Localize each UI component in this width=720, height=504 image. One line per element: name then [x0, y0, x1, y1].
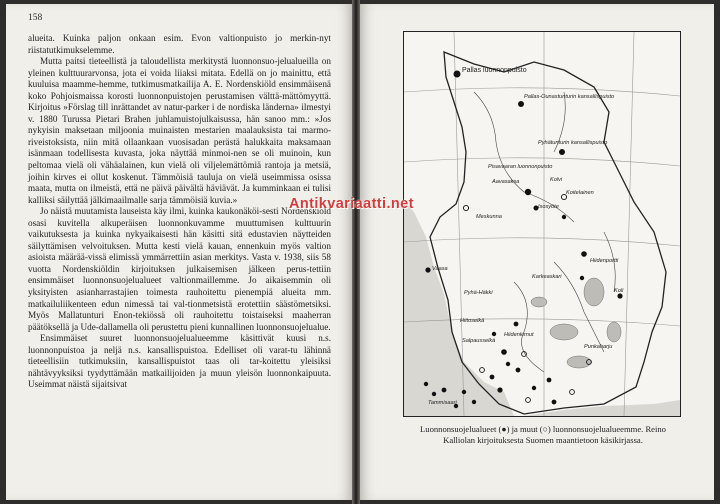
map-label: Isosyöte [538, 204, 559, 210]
map-label: Punkaharju [584, 344, 613, 350]
map-label: Aavasaksa [492, 179, 520, 185]
map-caption: Luonnonsuojelualueet (●) ja muut (○) luonnonsuojelualueemme. Reino Kalliolan kirjoituksesta Suomen maantietoon käsikirjassa. [420, 424, 666, 445]
map-label: Vaasa [432, 266, 448, 272]
map-drawing [404, 32, 680, 416]
map-label: Pallas luonnonpuisto [462, 67, 527, 74]
map-label: Kolvi [550, 177, 563, 183]
map-label: Hiidenkirnut [504, 332, 534, 338]
paragraph: alueita. Kuinka paljon onkaan esim. Evon valtionpuisto jo merkin-nyt riistatutkimukselemme. [28, 33, 331, 55]
page-number: 158 [28, 13, 43, 23]
map-label: Pyhä-Häkki [464, 290, 493, 296]
book-gutter [352, 0, 360, 504]
map-label: Koli [614, 288, 624, 294]
map-label: Hiitoselkä [460, 318, 485, 324]
map-label: Pallas-Ounastunturin kansallispuisto [524, 94, 615, 100]
map-label: Koitelainen [566, 190, 594, 196]
map-label: Meskunna [476, 214, 502, 220]
map-label: Tammisaari [428, 400, 457, 406]
map-label: Pyhätunturin kansallispuisto [538, 140, 608, 146]
paragraph: Ensimmäiset suuret luonnonsuojelualueemme käsittivät kuusi n.s. luonnonpuistoa ja neljä n.s. kansallispuistoa. Edelliset oli varat-tu lähinnä tieteellisiin tutkimuksiin, kansallispuistot taas oli tar-koitettu yleisiksi nähtävyyksiksi tyydyttämään matkailijoiden ja muun yleisön luonnonkaipuuta. Useimmat näistä sijaitsivat [28, 333, 331, 390]
paragraph: Mutta paitsi tieteellistä ja taloudellista merkitystä luonnonsuo-jelualueilla on yleinen kulttuurarvonsa, jota ei voida liiaksi mitata. Edellä on jo mainittu, että kuuluisa maamme-hemme, tutkimusmatkailija A. E. Nordenskiöld ensimmäisenä koko Pohjoismaissa korosti luonnonpuistojen perustamisen välttä-mättömyyttä. Kirjoitus »Förslag till inrättandet av natur-parker i de nordiska länderna» ilmestyi v. 1880 Turussa Pietari Brahen juhlamuistojulkaisussa, hän sanoo mm.: »Jos nykyisin maksetaan miljoonia muinaisten mestarien maalauksista tai marmo-riveistoksista, niin mitä ollaankaan vuosisadan perästä halukkaita maksamaan isänmaan todellisesta kuvasta, joka näyttää minmoi-nen se oli muinoin, kun peltomaa vielä oli vähäalainen, kun vielä oli viljelemättömiä rantoja ja metsiä, joihin kirves ei ollut koskenut. Tämmöisiä tauluja on vielä useimmissa osissa maata, mutta on ilmeistä, että ne päivä päivältä häviävät. Ja kumminkaan ei tulisi kalliksi säilyttää jälkimaailmalle sarja tämmöisiä kuvia.» [28, 56, 331, 205]
map-label: Hiidenportti [590, 258, 619, 264]
map-label: Pisavaaran luonnonpuisto [488, 164, 553, 170]
paragraph: Jo näistä muutamista lauseista käy ilmi, kuinka kaukonäköi-sesti Nordenskiöld osasi kuvitella alkuperäisen luonnonkuvamme muuttumisen kulttuurin vaikutuksesta ja kuinka nykyaikaisesti hän käsitti sitä edustavien näytteiden säilyttämisen velvoituksen. Mutta kesti vielä kauan, ennenkuin myös valtion asioista määrää-vissä elimissä ymmärrettiin asian merkitys. Vasta v. 1938, siis 58 vuotta Nordenskiöldin kirjoituksen julkaisemisen jälkeen perus-tettiin ensimmäiset luonnonsuojelualueet valtionmaillemme. Jo aikaisemmin oli yksityisten asianharrastajien toimesta rauhoitettu pienempiä alueita mm. matkailuliikenteen edun nimessä tai val-tionmetsistä erotettiin säästömetsiksi. Myös Mallatunturi Enon-tekiössä oli rauhoitettu toistaiseksi maaherran päätöksellä ja Ude-dallamella oli perustettu pieni kunnallinen luonnonsuojelualue. [28, 206, 331, 332]
map-label: Karkeaskari [532, 274, 562, 280]
map-label: Salpausselkä [462, 338, 496, 344]
finland-map [403, 31, 681, 417]
body-text [28, 33, 331, 391]
watermark: Antikvariaatti.net [289, 196, 414, 212]
